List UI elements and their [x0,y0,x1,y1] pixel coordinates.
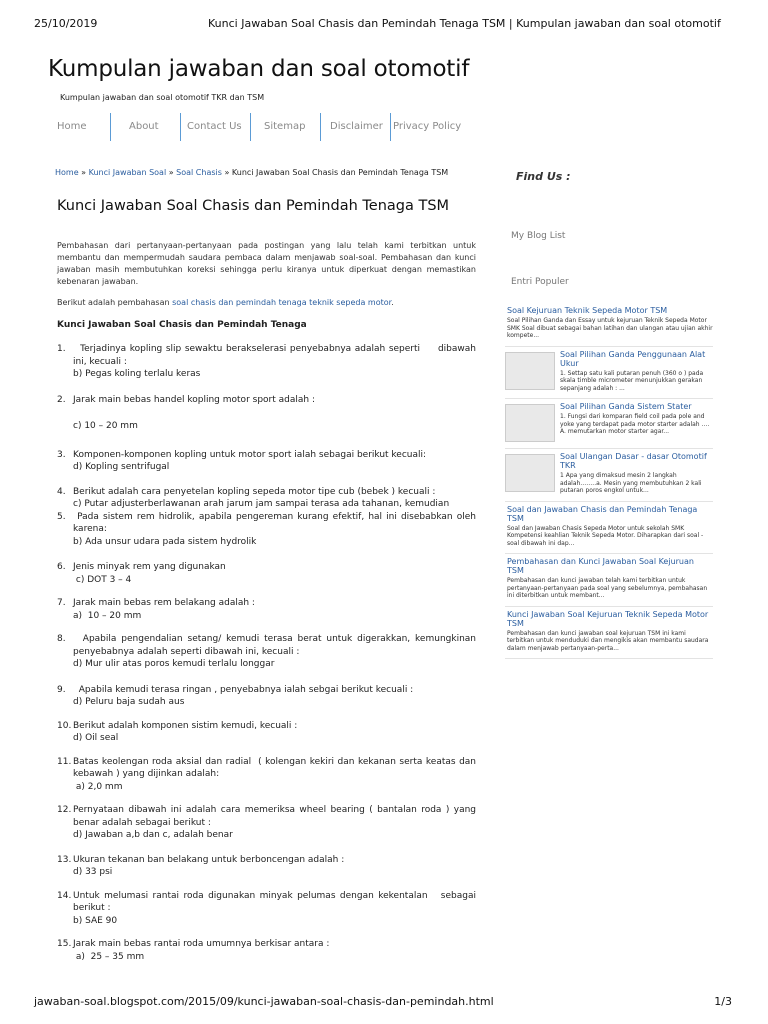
popular-post-text [507,505,713,548]
answer-text: d) Oil seal [73,733,119,743]
answer-item [57,756,479,794]
answer-item [57,343,479,381]
popular-post-text [507,557,713,600]
question-text: Berikut adalah komponen sistim kemudi, kecuali : [73,720,298,731]
popular-post-item[interactable] [505,502,713,555]
answer-body [73,804,479,842]
answer-text: b) Pegas koling terlalu keras [73,369,201,379]
popular-post-snippet: Soal dan Jawaban Chasis Sepeda Motor untuk sekolah SMK Kompetensi keahlian Teknik Sepeda Motor. Diharapkan dari soal - soal dibawah ini dap... [507,524,704,547]
breadcrumb [55,168,448,177]
popular-post-title[interactable]: Soal Ulangan Dasar - dasar Otomotif TKR [560,452,707,470]
answer-text: d) 33 psi [73,867,113,877]
post-intro: Pembahasan dari pertanyaan-pertanyaan pada postingan yang lalu telah kami terbitkan untuk membantu dan mempermudah saudara pembaca dalam menjawab soal-soal. Pembahasan dan kunci jawaban masih membutuhkan koreksi sehingga perlu kiranya untuk diperkuat dengan memastikan kebenaran jawaban. [57,241,476,286]
answer-body [73,633,479,671]
answer-number: 10. [57,720,72,731]
answer-number: 15. [57,939,72,949]
answer-item [57,561,476,586]
nav-privacy-policy[interactable]: Privacy Policy [393,121,462,132]
popular-post-title[interactable]: Soal Pilihan Ganda Sistem Stater [560,402,692,411]
popular-post-snippet: 1. Settap satu kali putaran penuh (360 o ) pada skala timble micrometer menunjukkan gerakan sepanjang adalah : ... [560,369,704,392]
answer-item [57,633,479,671]
nav-contact-us[interactable]: Contact Us [181,113,251,141]
nav-home[interactable]: Home [51,113,111,141]
answer-number: 7. [57,598,66,608]
answer-body [73,684,476,709]
post-title: Kunci Jawaban Soal Chasis dan Pemindah Tenaga TSM [57,198,450,214]
question-text: Terjadinya kopling slip sewaktu berakselerasi penyebabnya adalah seperti dibawah ini, kecuali : [73,344,479,367]
answer-item [57,804,479,842]
answer-item [57,854,476,879]
question-text: Pada sistem rem hidrolik, apabila pengereman kurang efektif, hal ini disebabkan oleh karena: [73,511,479,534]
popular-post-text [560,402,713,442]
answer-number: 5. [57,511,66,522]
my-blog-list-heading: My Blog List [511,231,566,241]
answer-number: 9. [57,684,66,695]
popular-post-title[interactable]: Pembahasan dan Kunci Jawaban Soal Kejuruan TSM [507,557,694,575]
answer-body [73,938,476,963]
answer-text: c) 10 – 20 mm [73,421,138,431]
post-lead-suffix: . [391,298,394,307]
answer-number: 1. [57,344,66,354]
popular-posts-heading: Entri Populer [511,277,569,287]
post-lead [57,297,476,309]
popular-post-title[interactable]: Soal dan Jawaban Chasis dan Pemindah Tenaga TSM [507,504,698,523]
answer-number: 14. [57,890,72,901]
popular-post-item[interactable] [505,449,713,502]
popular-post-snippet: Pembahasan dan kunci jawaban telah kami terbitkan untuk pertanyaan-pertanyaan pada soal yang sebelumnya, pembahasan ini diterbitkan untuk membant... [507,577,708,599]
answer-number: 13. [57,854,72,865]
popular-post-snippet: 1 Apa yang dimaksud mesin 2 langkah adalah……..a. Mesin yang membutuhkan 2 kali putaran poros engkol untuk... [560,472,702,494]
question-text: Untuk melumasi rantai roda digunakan minyak pelumas dengan kekentalan sebagai berikut : [73,890,479,913]
breadcrumb-separator: » [166,168,177,177]
nav-sitemap[interactable]: Sitemap [251,113,321,141]
blog-description: Kumpulan jawaban dan soal otomotif TKR dan TSM [60,93,265,102]
answer-text: a) 2,0 mm [73,781,123,792]
breadcrumb-current: Kunci Jawaban Soal Chasis dan Pemindah Tenaga TSM [231,168,449,177]
question-text: Batas keolengan roda aksial dan radial ( kolengan kekiri dan kekanan serta keatas dan kebawah ) yang dijinkan adalah: [73,756,479,779]
answer-body [73,343,479,381]
answer-text: a) 10 – 20 mm [73,610,142,621]
answer-body [73,486,476,511]
popular-post-title[interactable]: Soal Kejuruan Teknik Sepeda Motor TSM [507,306,668,315]
answer-body [73,561,476,586]
breadcrumb-separator: » [221,168,232,177]
answer-number: 4. [57,486,66,497]
answer-text: c) DOT 3 – 4 [73,574,132,585]
answer-body [73,756,479,794]
popular-posts-list [505,303,713,659]
question-text: Komponen-komponen kopling untuk motor sport ialah sebagai berikut kecuali: [73,449,427,460]
popular-post-item[interactable] [505,347,713,400]
blog-title[interactable]: Kumpulan jawaban dan soal otomotif [48,56,470,82]
popular-post-text [560,452,713,495]
popular-post-item[interactable] [505,303,713,347]
answer-list [57,343,479,963]
answer-body [73,890,479,928]
answer-body [73,720,476,745]
main-nav [51,113,471,141]
question-text: Pernyataan dibawah ini adalah cara memeriksa wheel bearing ( bantalan roda ) yang benar adalah sebagai berikut : [73,805,479,828]
question-text: Jenis minyak rem yang digunakan [73,562,226,572]
popular-post-snippet: 1. Fungsi dari komparan field coil pada pole and yoke yang terdapat pada motor starter adalah …. A. memutarkan motor starter agar... [560,413,710,435]
answer-text: c) Putar adjusterberlawanan arah jarum jam sampai terasa ada tahanan, kemudian [73,499,450,509]
question-text: Ukuran tekanan ban belakang untuk berboncengan adalah : [73,854,345,865]
section-heading: Kunci Jawaban Soal Chasis dan Pemindah Tenaga [57,320,307,330]
popular-post-snippet: Soal Pilihan Ganda dan Essay untuk kejuruan Teknik Sepeda Motor SMK Soal dibuat sebagai bahan latihan dan ulangan atau ujian akhir kompete... [507,317,713,339]
popular-post-item[interactable] [505,554,713,607]
answer-item [57,597,476,622]
answer-text: b) SAE 90 [73,915,118,926]
print-date: 25/10/2019 [34,17,98,30]
find-us-heading: Find Us : [516,170,571,183]
popular-post-text [560,350,713,393]
answer-body [73,394,476,433]
answer-text: d) Kopling sentrifugal [73,462,170,472]
breadcrumb-separator: » [78,168,89,177]
answer-text: d) Peluru baja sudah aus [73,697,185,707]
question-text: Apabila kemudi terasa ringan , penyebabnya ialah sebgai berikut kecuali : [73,684,414,695]
popular-post-item[interactable] [505,399,713,449]
answer-item [57,394,476,433]
answer-text: a) 25 – 35 mm [73,951,145,962]
answer-number: 11. [57,756,72,767]
answer-item [57,938,476,963]
answer-number: 2. [57,394,66,405]
nav-disclaimer[interactable]: Disclaimer [321,113,391,141]
answer-body [73,449,476,474]
answer-text: d) Jawaban a,b dan c, adalah benar [73,830,233,840]
question-text: Jarak main bebas handel kopling motor sport adalah : [73,394,315,405]
print-title: Kunci Jawaban Soal Chasis dan Pemindah Tenaga TSM | Kumpulan jawaban dan soal otomotif [208,17,721,30]
answer-item [57,511,479,549]
question-text: Apabila pengendalian setang/ kemudi terasa berat untuk digerakkan, kemungkinan penyebabnya adalah seperti dibawah ini, kecuali : [73,634,479,657]
question-text: Berikut adalah cara penyetelan kopling sepeda motor tipe cub (bebek ) kecuali : [73,486,436,497]
popular-post-title[interactable]: Kunci Jawaban Soal Kejuruan Teknik Sepeda Motor TSM [507,609,709,628]
popular-post-snippet: Pembahasan dan kunci jawaban soal kejuruan TSM ini kami terbitkan untuk menduduki dan mengikis akan membantu saudara dalam menjawab pertanyaan-perta... [507,629,709,652]
answer-text: d) Mur ulir atas poros kemudi terlalu longgar [73,659,275,669]
popular-post-text [507,610,713,653]
answer-number: 3. [57,449,66,460]
answer-number: 6. [57,562,66,572]
answer-item [57,449,476,474]
answer-body [73,854,476,879]
answer-number: 8. [57,634,66,644]
post-lead-link[interactable]: soal chasis dan pemindah tenaga teknik sepeda motor [172,298,392,307]
post-lead-prefix: Berikut adalah pembahasan [57,298,173,307]
answer-body [73,597,476,622]
question-text: Jarak main bebas rem belakang adalah : [73,598,255,608]
popular-post-title[interactable]: Soal Pilihan Ganda Penggunaan Alat Ukur [560,349,706,368]
answer-item [57,890,479,928]
breadcrumb-home[interactable]: Home [55,168,79,177]
micrometer-thumbnail[interactable] [505,352,555,390]
answer-item [57,486,476,511]
print-url: jawaban-soal.blogspot.com/2015/09/kunci-jawaban-soal-chasis-dan-pemindah.html [34,995,494,1008]
starter-thumbnail[interactable] [505,404,555,442]
breadcrumb-soal-chasis[interactable]: Soal Chasis [176,168,222,177]
answer-number: 12. [57,805,72,815]
breadcrumb-kunci-jawaban-soal[interactable]: Kunci Jawaban Soal [88,168,167,177]
popular-post-item[interactable] [505,607,713,660]
question-text: Jarak main bebas rantai roda umumnya berkisar antara : [73,939,330,949]
answer-body [73,511,479,549]
answer-item [57,684,476,709]
print-page-number: 1/3 [714,995,732,1008]
answer-text: b) Ada unsur udara pada sistem hydrolik [73,536,257,547]
answer-item [57,720,476,745]
popular-post-text [507,306,713,340]
engine-thumbnail[interactable] [505,454,555,492]
nav-about[interactable]: About [111,113,181,141]
